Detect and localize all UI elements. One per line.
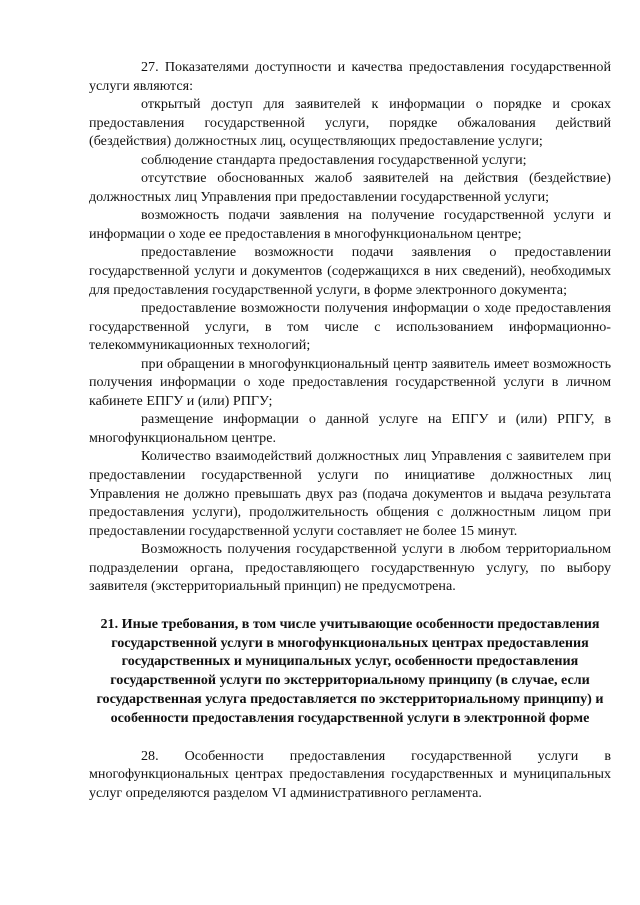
paragraph-mfc-application: возможность подачи заявления на получение государственной услуги и информации о ходе ее предоставления в многофункциональном центре; (89, 207, 611, 242)
paragraph-no-complaints: отсутствие обоснованных жалоб заявителей на действия (бездействие) должностных лиц Управления при предоставлении государственной услуги; (89, 170, 611, 205)
paragraph-interaction-count: Количество взаимодействий должностных лиц Управления с заявителем при предоставлении государственной услуги по инициативе должностных лиц Управления не должно превышать двух раз (подача документов и выдача результата предоставления услуги), продолжительность общения с должностным лицом при предоставлении государственной услуги составляет не более 15 минут. (89, 448, 611, 539)
paragraph-28: 28. Особенности предоставления государственной услуги в многофункциональных центрах предоставления государственных и муниципальных услуг определяются разделом VI административного регламента. (89, 747, 611, 801)
paragraph-extraterritorial: Возможность получения государственной услуги в любом территориальном подразделении органа, предоставляющего государственную услугу, по выбору заявителя (экстерриториальный принцип) не предусмотрена. (89, 541, 611, 595)
paragraph-electronic-submission: предоставление возможности подачи заявления о предоставлении государственной услуги и документов (содержащихся в них сведений), необходимых для предоставления государственной услуги, в форме электронного документа; (89, 244, 611, 298)
paragraph-27-intro: 27. Показателями доступности и качества предоставления государственной услуги являются: (89, 59, 611, 94)
paragraph-open-access: открытый доступ для заявителей к информации о порядке и сроках предоставления государственной услуги, порядке обжалования действий (бездействия) должностных лиц, осуществляющих предоставление услуги; (89, 96, 611, 150)
document-page (89, 58, 611, 802)
section-21-heading: 21. Иные требования, в том числе учитывающие особенности предоставления государственной услуги в многофункциональных центрах предоставления государственных и муниципальных услуг, особенности предоставления государственной услуги по экстерриториальному принципу (в случае, если государственная услуга предоставляется по экстерриториальному принципу) и особенности предоставления государственной услуги в электронной форме (96, 615, 604, 726)
paragraph-info-placement: размещение информации о данной услуге на ЕПГУ и (или) РПГУ, в многофункциональном центре. (89, 411, 611, 446)
paragraph-mfc-personal-account: при обращении в многофункциональный центр заявитель имеет возможность получения информации о ходе предоставления государственной услуги в личном кабинете ЕПГУ и (или) РПГУ; (89, 355, 611, 409)
spacer (89, 728, 611, 747)
paragraph-progress-info: предоставление возможности получения информации о ходе предоставления государственной услуги, в том числе с использованием информационно-телекоммуникационных технологий; (89, 300, 611, 354)
paragraph-standard-compliance: соблюдение стандарта предоставления государственной услуги; (141, 151, 527, 168)
